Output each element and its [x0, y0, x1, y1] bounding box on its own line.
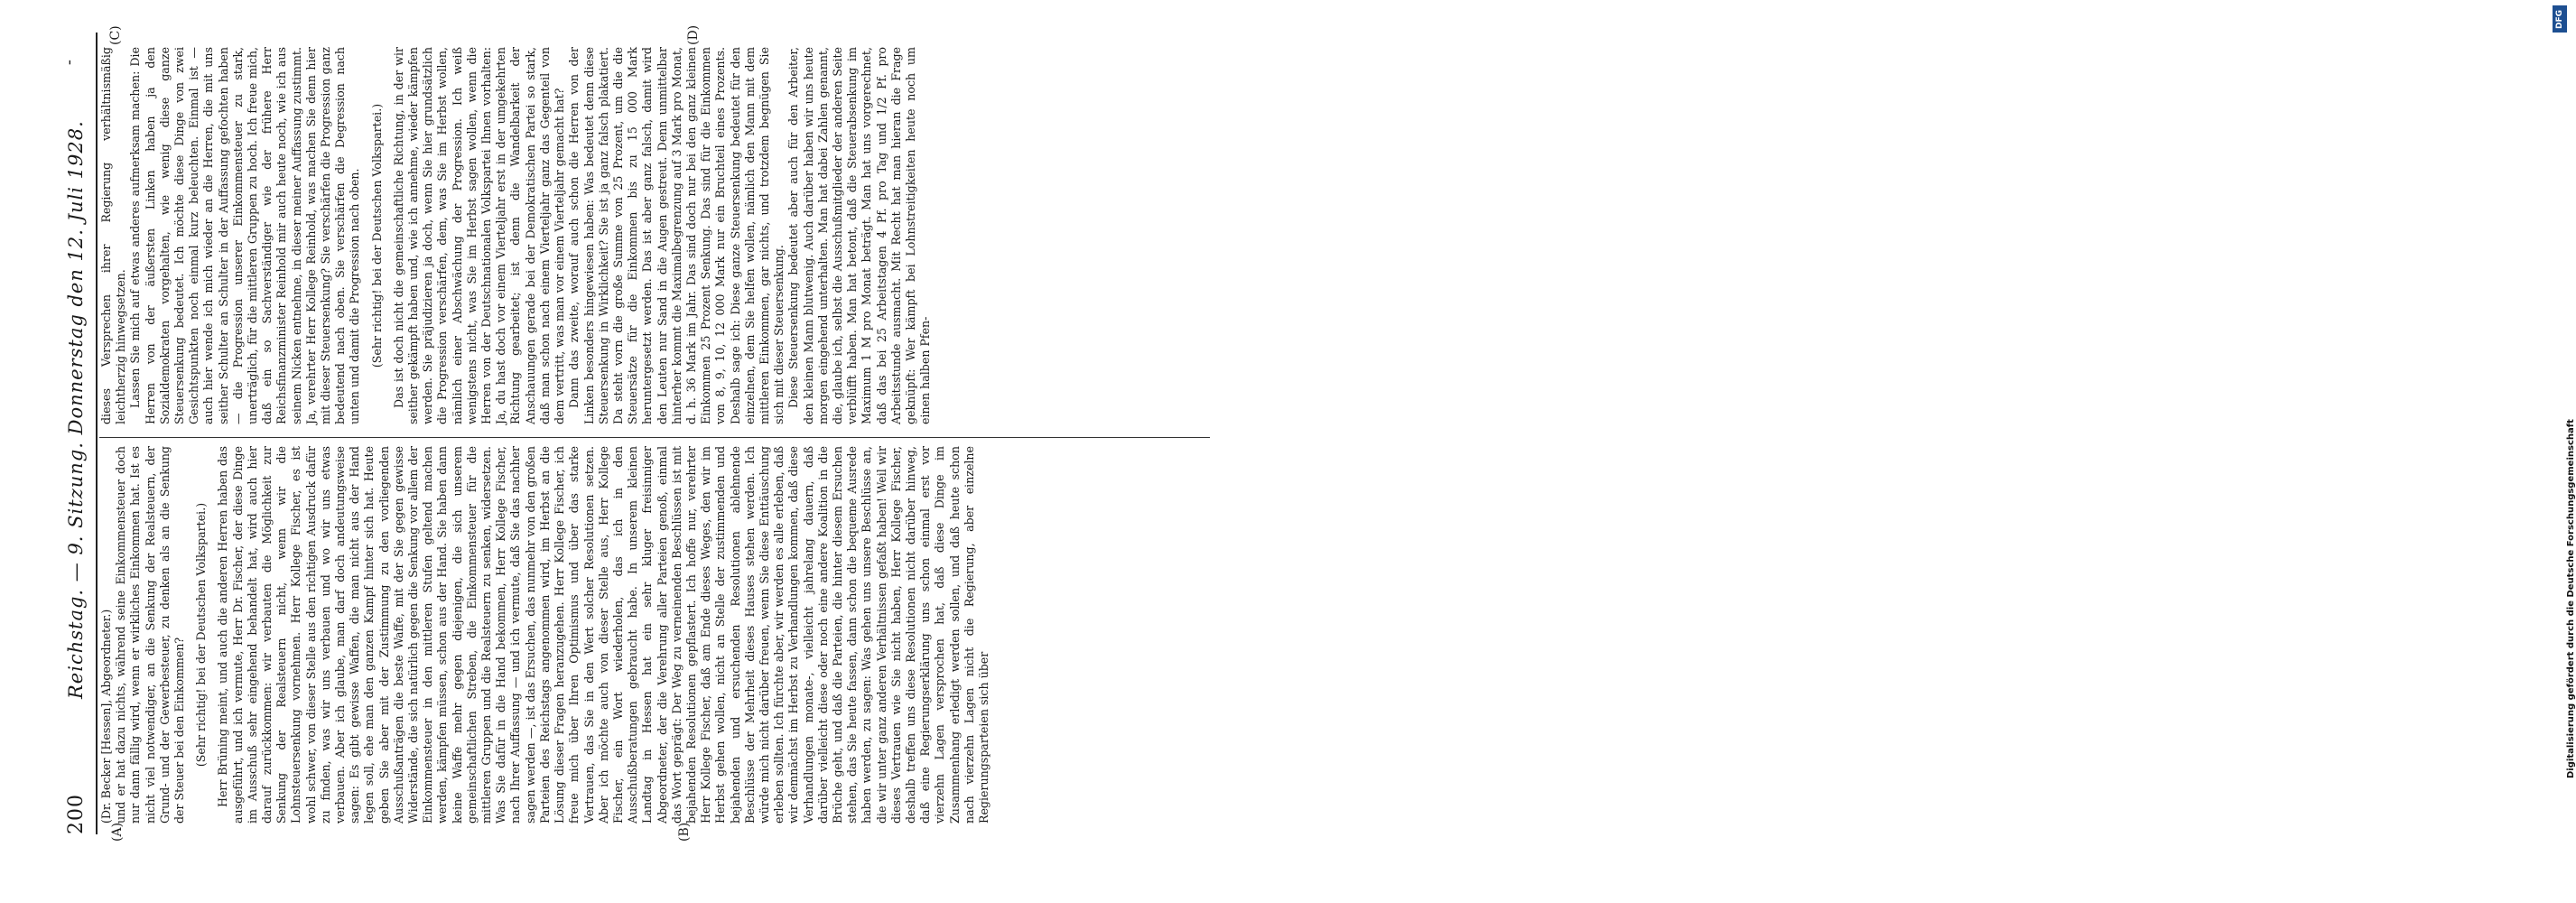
speaker-line: (Dr. Becker [Hessen], Abgeordneter.) — [99, 609, 113, 824]
left-column — [99, 446, 991, 824]
paragraph: und er hat dazu nichts, während seine Einkommensteuer doch nur dann fällig wird, wenn er wirkliches Einkommen hat. Ist es nicht viel notwendiger, an die Senkung der Realsteuern, der Grund- und der Gewerbesteuer, zu denken als an die Senkung der Steuer bei den Einkommen? — [114, 446, 187, 824]
page-number: 200 — [65, 794, 88, 834]
paragraph: Dann das zweite, worauf auch schon die Herren von der Linken besonders hingewiesen haben: Was bedeutet denn diese Steuersenkung in Wirklichkeit? Sie ist ja ganz falsch plakatiert. Da steht vorn die große Summe von 25 Prozent, um die die Steuersätze für die Einkommen bis zu 15 000 Mark heruntergesetzt werden. Das ist aber ganz falsch, damit wird den Leuten nur Sand in die Augen gestreut. Denn unmittelbar hinterher kommt die Maximalbegrenzung auf 3 Mark pro Monat, d. h. 36 Mark im Jahr. Das sind doch nur bei den ganz kleinen Einkommen 25 Prozent Senkung. Das sind für die Einkommen von 8, 9, 10, 12 000 Mark nur ein Bruchteil eines Prozents. Deshalb sage ich: Diese ganze Steuersenkung bedeutet für den einzelnen, dem Sie helfen wollen, nämlich den Mann mit dem mittleren Einkommen, gar nichts, und trotzdem begnügen Sie sich mit dieser Steuersenkung. — [567, 47, 786, 424]
page-header — [60, 33, 96, 834]
margin-marker-c: (C) — [108, 25, 123, 45]
interjection: (Sehr richtig! bei der Deutschen Volkspartei.) — [369, 103, 384, 368]
right-column — [99, 47, 933, 424]
paragraph: dieses Versprechen ihrer Regierung verhältnismäßig leichtherzig hinwegsetzen. — [99, 47, 128, 424]
paragraph: Herr Brüning meint, und auch die anderen Herren haben das ausgeführt, und ich vermute, Herr Dr. Fischer, der diese Dinge im Ausschuß sehr eingehend behandelt hat, wird auch hier darauf zurückkommen: wir verbauten die Möglichkeit zur Senkung der Realsteuern nicht, wenn wir die Lohnsteuersenkung vornehmen. Herr Kollege Fischer, es ist wohl schwer, von dieser Stelle aus den richtigen Ausdruck dafür zu finden, was wir uns verbauen und wo wir uns etwas verbauen. Aber ich glaube, man darf doch andeutungsweise sagen: Es gibt gewisse Waffen, die man nicht aus der Hand legen soll, ehe man den ganzen Kampf hinter sich hat. Heute geben Sie aber mit der Zustimmung zu den vorliegenden Ausschußanträgen die beste Waffe, mit der Sie gegen gewisse Widerstände, die sich natürlich gegen die Senkung vor allem der Einkommensteuer in den mittleren Stufen geltend machen werden, kämpfen müssen, schon aus der Hand. Sie haben dann keine Waffe mehr gegen diejenigen, die sich unserem gemeinschaftlichen Streben, die Einkommensteuer für die mittleren Gruppen und die Realsteuern zu senken, widersetzen. Was Sie dafür in die Hand bekommen, Herr Kollege Fischer, nach Ihrer Auffassung — und ich vermute, daß Sie das nachher sagen werden —, ist das Ersuchen, das nunmehr von den großen Parteien des Reichstags angenommen wird, im Herbst an die Lösung dieser Fragen heranzugehen. Herr Kollege Fischer, ich freue mich über Ihren Optimismus und über das starke Vertrauen, das Sie in den Wert solcher Resolutionen setzen. Aber ich möchte auch von dieser Stelle aus, Herr Kollege Fischer, ein Wort wiederholen, das ich in den Ausschußberatungen gebraucht habe. In unserem kleinen Landtag in Hessen hat ein sehr kluger freisinniger Abgeordneter, der die Verehrung aller Parteien genoß, einmal das Wort geprägt: Der Weg zu verneinenden Beschlüssen ist mit bejahenden Resolutionen gepflastert. Ich hoffe nur, verehrter Herr Kollege Fischer, daß am Ende dieses Weges, den wir im Herbst gehen wollen, nicht an Stelle der zustimmenden und bejahenden und ersuchenden Resolutionen ablehnende Beschlüsse der Mehrheit dieses Hauses stehen werden. Ich würde mich nicht darüber freuen, wenn Sie diese Enttäuschung erleben sollten. Ich fürchte aber, wir werden es alle erleben, daß wir demnächst im Herbst zu Verhandlungen kommen, daß diese Verhandlungen monate-, vielleicht jahrelang dauern, daß darüber vielleicht diese oder noch eine andere Koalition in die Brüche geht, und daß die Parteien, die hinter diesem Ersuchen stehen, das Sie heute fassen, dann schon die bequeme Ausrede haben werden, zu sagen: Was gehen uns unsere Beschlüsse an, die wir unter ganz anderen Verhältnissen gefaßt haben! Weil wir dieses Vertrauen wie Sie nicht haben, Herr Kollege Fischer, deshalb treffen uns diese Resolutionen nicht darüber hinweg, daß eine Regierungserklärung uns schon einmal erst vor vierzehn Lagen versprochen hat, daß diese Dinge im Zusammenhang erledigt werden sollen, und daß heute schon nach vierzehn Lagen nicht die Regierung, aber einzelne Regierungsparteien sich über — [216, 446, 990, 824]
margin-marker-b: (B) — [677, 822, 692, 842]
running-title: Reichstag. — 9. Sitzung. Donnerstag den 12. Juli 1928. — [65, 120, 87, 699]
paragraph: Diese Steuersenkung bedeutet aber auch für den Arbeiter, den kleinen Mann blutwenig. Auch darüber haben wir uns heute morgen eingehend unterhalten. Man hat dabei Zahlen genannt, die, glaube ich, selbst die Ausschußmitglieder der anderen Seite verblüfft haben. Man hat betont, daß die Steuerabsenkung im Maximum 1 M pro Monat beträgt. Man hat uns vorgerechnet, daß das bei 25 Arbeitstagen 4 Pf. pro Tag und 1/2 Pf. pro Arbeitsstunde ausmacht. Mit Recht hat man hieran die Frage geknüpft: Wer kämpft bei Lohnstreitigkeiten heute noch um einen halben Pfen- — [786, 47, 933, 424]
margin-marker-d: (D) — [686, 24, 701, 45]
header-rule — [96, 33, 98, 834]
interjection: (Sehr richtig! bei der Deutschen Volkspartei.) — [194, 502, 209, 768]
column-divider — [99, 437, 1210, 438]
paragraph: Lassen Sie mich auf etwas anderes aufmerksam machen: Die Herren von der äußersten Linken haben ja den Sozialdemokraten vorgehalten, wie wenig diese ganze Steuersenkung bedeutet. Ich möchte diese Dinge von zwei Gesichtspunkten noch einmal kurz beleuchten. Einmal ist — auch hier wende ich mich wieder an die Herren, die mit uns seither Schulter an Schulter in der Auffassung gefochten haben — die Progression unserer Einkommensteuer zu stark, unerträglich, für die mittleren Gruppen zu hoch. Ich freue mich, daß ein so Sachverständiger wie der frühere Herr Reichsfinanzminister Reinhold mir auch heute noch, wie ich aus seinem Nicken entnehme, in dieser meiner Auffassung zustimmt. Ja, verehrter Herr Kollege Reinhold, was machen Sie denn hier mit dieser Steuersenkung? Sie verschärfen die Progression ganz bedeutend nach oben. Sie verschärfen die Degression nach unten und damit die Progression nach oben. — [128, 47, 362, 424]
digitization-sidebar — [1275, 0, 2576, 903]
margin-marker-a: (A) — [110, 822, 125, 842]
header-mark: - — [60, 60, 79, 66]
dfg-logo: DFG — [2553, 5, 2567, 33]
rotated-document-page — [54, 24, 1219, 842]
digitization-credit: Digitalisierung gefördert durch die Deutsche Forschungsgemeinschaft — [2566, 419, 2576, 778]
paragraph: Das ist doch nicht die gemeinschaftliche Richtung, in der wir seither gekämpft haben und, wie ich annehme, wieder kämpfen werden. Sie präjudizieren ja doch, wenn Sie hier grundsätzlich die Progression verschärfen, dem, was Sie im Herbst wollen, nämlich einer Abschwächung der Progression. Ich weiß wenigstens nicht, was Sie im Herbst sagen wollen, wenn die Herren von der Deutschnationalen Volkspartei Ihnen vorhalten: Ja, du hast doch vor einem Vierteljahr erst in der umgekehrten Richtung gearbeitet; ist denn die Wandelbarkeit der Anschauungen gerade bei der Demokratischen Partei so stark, daß man schon nach einem Vierteljahr ganz das Gegenteil von dem vertritt, was man vor einem Vierteljahr gemacht hat? — [391, 47, 567, 424]
